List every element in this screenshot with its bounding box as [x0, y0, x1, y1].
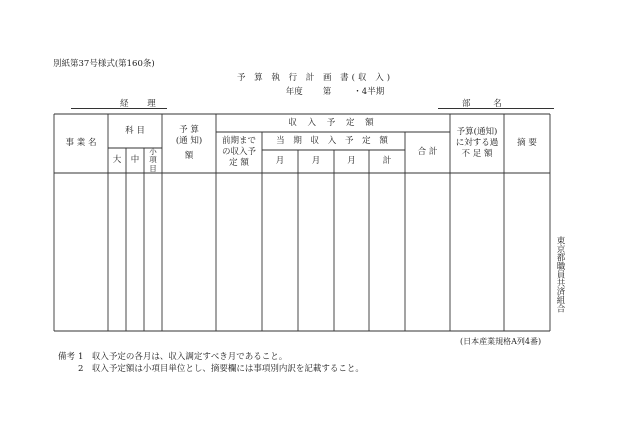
side-org-name: 東京都職員共済組合	[555, 236, 565, 313]
paper-standard: (日本産業規格A列4番)	[460, 337, 542, 346]
col-short-header	[450, 114, 504, 173]
form-id: 別紙第37号様式(第160条)	[53, 59, 155, 69]
col-total-header: 合 計	[417, 147, 438, 157]
col-short-line3: 不 足 額	[461, 149, 493, 159]
note-item-1: 1 収入予定の各月は、収入調定すべき月であること。	[78, 352, 288, 362]
keiri-label: 経 理	[120, 99, 164, 109]
col-prev-line2: の収入予	[221, 147, 256, 157]
notes-label: 備考	[58, 352, 76, 362]
col-short-line2: に対する過	[455, 138, 499, 148]
page-title: 予 算 執 行 計 画 書(収 入)	[236, 73, 394, 83]
col-month2-header: 月	[311, 156, 321, 166]
bumei-label: 部 名	[462, 99, 512, 109]
note-item-2: 2 収入予定額は小項目単位とし、摘要欄には事項別内訳を記載すること。	[78, 364, 364, 374]
col-item-large-header: 大	[112, 155, 122, 165]
col-prev-line1: 前期まで	[221, 136, 256, 146]
col-short-line1: 予算(通知)	[456, 127, 498, 137]
col-budget-header	[162, 114, 216, 173]
col-budget-line2: (通 知)	[175, 136, 203, 146]
col-prev-line3: 定 額	[229, 158, 249, 168]
col-business-header: 事 業 名	[65, 138, 97, 148]
col-income-group-header: 収 入 予 定 額	[288, 117, 378, 128]
col-month3-header: 月	[347, 156, 356, 166]
col-budget-line1: 予 算	[179, 125, 199, 135]
col-prev-header	[216, 132, 262, 173]
col-item-mid-header: 中	[130, 155, 140, 165]
period-quarter: ・4半期	[353, 87, 385, 97]
col-remarks-header: 摘 要	[517, 138, 537, 148]
period-line	[0, 85, 630, 97]
period-no: 第	[322, 87, 332, 97]
col-subtotal-header: 計	[382, 156, 392, 166]
col-item-small-header: 小項目	[149, 146, 157, 173]
col-current-group-header: 当 期 収 入 予 定 額	[276, 135, 391, 146]
col-item-header: 科 目	[125, 125, 145, 136]
col-budget-line3: 額	[184, 151, 194, 161]
col-month1-header: 月	[275, 156, 285, 166]
period-year: 年度	[285, 87, 303, 97]
